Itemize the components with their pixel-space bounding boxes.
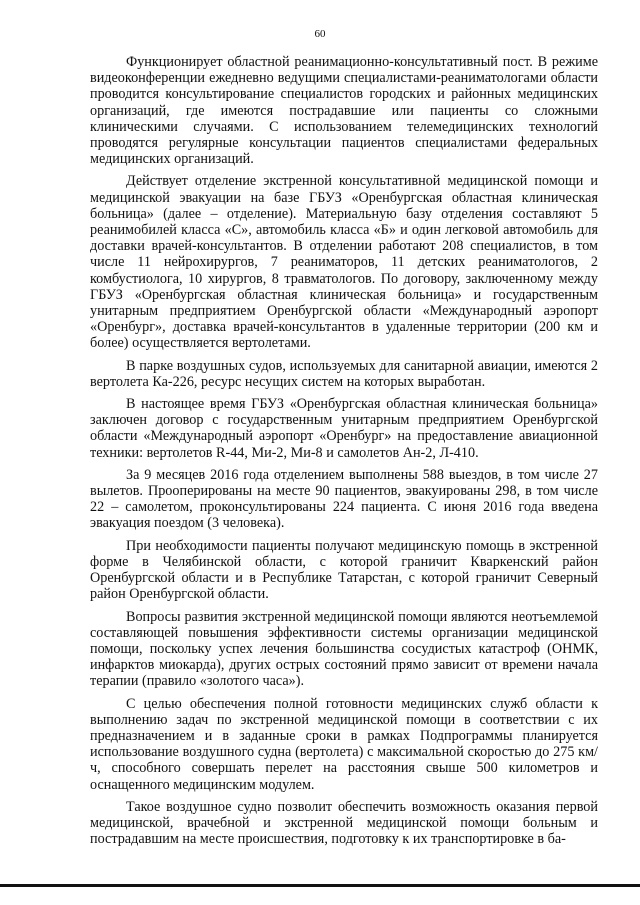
- paragraph-development-issues: Вопросы развития экстренной медицинской помощи являются неотъемлемой составляющей повышения эффективности системы организации медицинской помощи, поскольку успех лечения большинства сосудистых катастроф (ОНМК, инфарктов миокарда), других острых состояний прямо зависит от времени начала терапии (правило «золотого часа»).: [90, 608, 598, 690]
- paragraph-helicopter-plan: С целью обеспечения полной готовности медицинских служб области к выполнению задач по экстренной медицинской помощи в соответствии с их предназначением и в заданные сроки в рамках Подпрограммы планируется использование воздушного судна (вертолета) с максимальной скоростью до 275 км/ч, способного совершать перелет на расстояния свыше 500 километров и оснащенного медицинским модулем.: [90, 695, 598, 793]
- page-number: 60: [314, 28, 326, 40]
- bottom-border-line: [0, 884, 640, 887]
- paragraph-aircraft-fleet: В парке воздушных судов, используемых для санитарной авиации, имеются 2 вертолета Ка-226, ресурс несущих систем на которых выработан.: [90, 357, 598, 390]
- body-text: [90, 54, 598, 853]
- paragraph-emergency-department: Действует отделение экстренной консультативной медицинской помощи и медицинской эвакуации на базе ГБУЗ «Оренбургская областная клиническая больница» (далее – отделение). Материальную базу отделения составляют 5 реанимобилей класса «С», автомобиль класса «Б» и один легковой автомобиль для доставки врачей-консультантов. В отделении работают 208 специалистов, в том числе 11 нейрохирургов, 7 реаниматоров, 11 детских реаниматологов, 2 комбустиолога, 10 хирургов, 8 травматологов. По договору, заключенному между ГБУЗ «Оренбургская областная клиническая больница» и государственным унитарным предприятием Оренбургской области «Международный аэропорт «Оренбург», доставка врачей-консультантов в удаленные территории (200 км и более) осуществляется вертолетами.: [90, 173, 598, 352]
- paragraph-aircraft-capabilities: Такое воздушное судно позволит обеспечить возможность оказания первой медицинской, врачебной и экстренной медицинской помощи больным и пострадавшим на месте происшествия, подготовку к их транспортировке в ба-: [90, 798, 598, 848]
- paragraph-reanimation-post: Функционирует областной реанимационно-консультативный пост. В режиме видеоконференции ежедневно ведущими специалистами-реаниматологами области проводится консультирование специалистов городских и районных медицинских организаций, где имеются пострадавшие или пациенты со сложными клиническими случаями. С использованием телемедицинских технологий проводятся регулярные консультации пациентов специалистами федеральных медицинских организаций.: [90, 54, 598, 168]
- paragraph-statistics: За 9 месяцев 2016 года отделением выполнены 588 выездов, в том числе 27 вылетов. Прооперированы на месте 90 пациентов, эвакуированы 298, в том числе 22 – самолетом, проконсультированы 224 пациента. С июня 2016 года введена эвакуация поездом (3 человека).: [90, 466, 598, 532]
- paragraph-neighbor-regions: При необходимости пациенты получают медицинскую помощь в экстренной форме в Челябинской области, с которой граничит Кваркенский район Оренбургской области и в Республике Татарстан, с которой граничит Северный район Оренбургской области.: [90, 537, 598, 603]
- paragraph-aviation-contract: В настоящее время ГБУЗ «Оренбургская областная клиническая больница» заключен договор с государственным унитарным предприятием Оренбургской области «Международный аэропорт «Оренбург» на предоставление авиационной техники: вертолетов R-44, Ми-2, Ми-8 и самолетов Ан-2, Л-410.: [90, 396, 598, 461]
